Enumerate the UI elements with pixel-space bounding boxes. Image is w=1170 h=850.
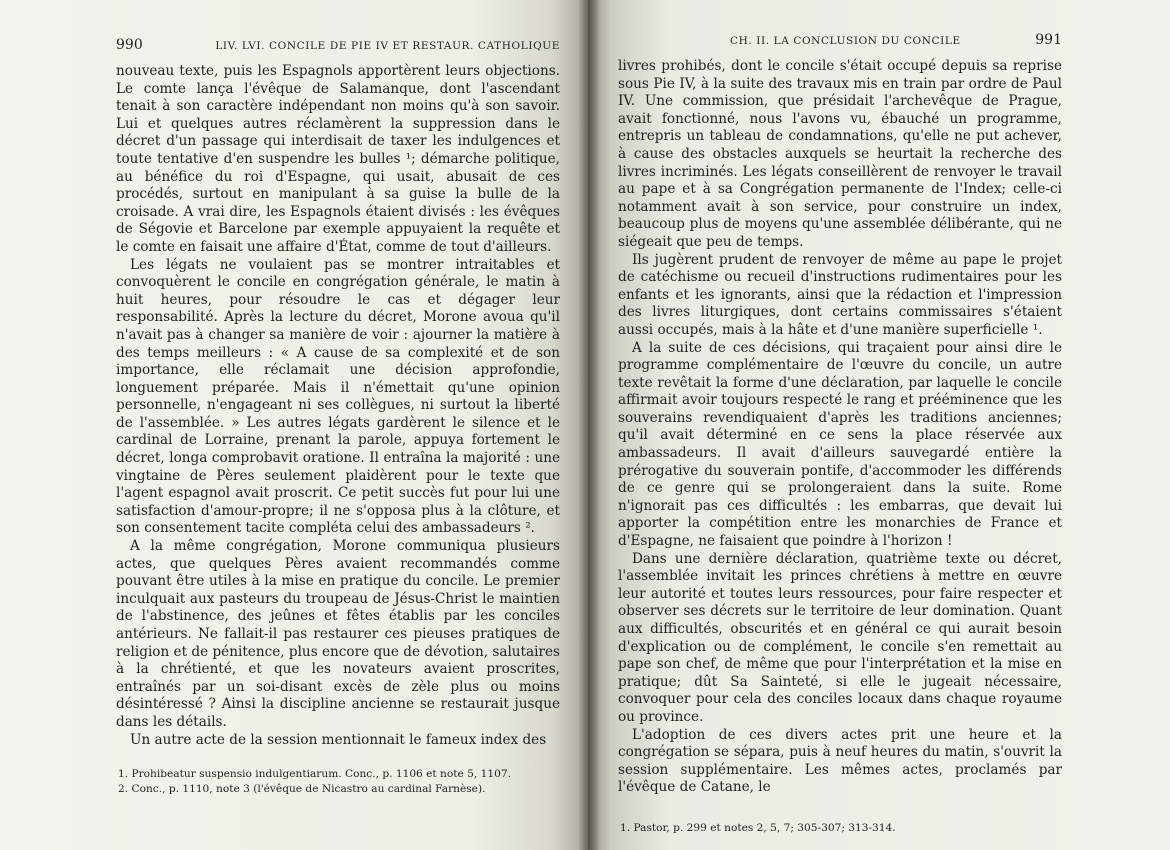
paragraph: Ils jugèrent prudent de renvoyer de même au pape le projet de catéchisme ou recueil d'instructions rudimentaires pour les enfants et les ignorants, ainsi que la rédaction et l'impression des livres liturgiques, dont certains commissaires s'étaient aussi occupés, mais à la hâte et d'une manière superficielle ¹. bbox=[618, 251, 1062, 338]
footnote: 1. Pastor, p. 299 et notes 2, 5, 7; 305-307; 313-314. bbox=[620, 821, 896, 834]
right-page-header bbox=[618, 32, 1062, 58]
paragraph: A la suite de ces décisions, qui traçaient pour ainsi dire le programme complémentaire de l'œuvre du concile, un autre texte revêtait la forme d'une déclaration, par laquelle le concile affirmait avoir toujours respecté le rang et prééminence que les souverains revendiquaient d'après les traditions anciennes; qu'il avait déterminé en ce sens la place réservée aux ambassadeurs. Il avait d'ailleurs sauvegardé entière la prérogative du souverain pontife, d'accommoder les différends de ce genre qui se prolongeraient dans la suite. Rome n'ignorait pas ces difficultés : les embarras, que devait lui apporter la compétition entre les monarchies de France et d'Espagne, ne faisaient que poindre à l'horizon ! bbox=[618, 339, 1062, 550]
right-page-footnotes bbox=[618, 821, 1062, 836]
paragraph: A la même congrégation, Morone communiqua plusieurs actes, que quelques Pères avaient recommandés comme pouvant être utiles à la mise en pratique du concile. Le premier inculquait aux pasteurs du troupeau de Jésus-Christ le maintien de l'abstinence, des jeûnes et fêtes établis par les conciles antérieurs. Ne fallait-il pas restaurer ces pieuses pratiques de religion et de pénitence, plus encore que de dévotion, salutaires à la chrétienté, et que les novateurs avaient proscrites, entraînés par un soi-disant excès de zèle plus ou moins désintéressé ? Ainsi la discipline ancienne se restaurait jusque dans les détails. bbox=[116, 538, 560, 730]
paragraph: L'adoption de ces divers actes prit une heure et la congrégation se sépara, puis à neuf heures du matin, s'ouvrit la session supplémentaire. Les mêmes actes, proclamés par l'évêque de Catane, le bbox=[618, 726, 1062, 796]
footnote: 1. Prohibeatur suspensio indulgentiarum. Conc., p. 1106 et note 5, 1107. bbox=[118, 768, 511, 781]
book-gutter bbox=[578, 0, 600, 850]
paragraph: Un autre acte de la session mentionnait le fameux index des bbox=[130, 731, 547, 748]
paragraph: Les légats ne voulaient pas se montrer intraitables et convoquèrent le concile en congrégation générale, le matin à huit heures, pour résoudre le cas et dégager leur responsabilité. Après la lecture du décret, Morone avoua qu'il n'avait pas à changer sa manière de voir : ajourner la matière à des temps meilleurs : « A cause de sa complexité et de son importance, elle réclamait une décision approfondie, longuement préparée. Mais il n'émettait qu'une opinion personnelle, n'engageant ni ses collègues, ni surtout la liberté de l'assemblée. » Les autres légats gardèrent le silence et le cardinal de Lorraine, prenant la parole, appuya fortement le décret, longa comprobavit oratione. Il entraîna la majorité : une vingtaine de Pères seulement plaidèrent pour le texte que l'agent espagnol avait proscrit. Ce petit succès fut pour lui une satisfaction d'amour-propre; il ne s'opposa plus à la clôture, et son consentement tacite compléta celui des ambassadeurs ². bbox=[116, 256, 560, 537]
left-page-footnotes bbox=[116, 767, 560, 796]
left-page-body bbox=[116, 63, 560, 749]
left-page-header bbox=[116, 37, 560, 63]
right-page-body bbox=[618, 58, 1062, 797]
paragraph: livres prohibés, dont le concile s'était occupé depuis sa reprise sous Pie IV, à la suite des travaux mis en train par ordre de Paul IV. Une commission, que présidait l'archevêque de Prague, avait fonctionné, nous l'avons vu, ébauché un programme, entrepris un tableau de condamnations, qu'elle ne put achever, à cause des obstacles auxquels se heurtait la recherche des livres incriminés. Les légats conseillèrent de renvoyer le travail au pape et à sa Congrégation permanente de l'Index; celle-ci notamment avait à son service, pour construire un index, beaucoup plus de moyens qu'une assemblée délibérante, qui ne siégeait que peu de temps. bbox=[618, 58, 1062, 250]
footnote: 2. Conc., p. 1110, note 3 (l'évêque de Nicastro au cardinal Farnèse). bbox=[118, 782, 486, 795]
page-number: 991 bbox=[1035, 32, 1062, 48]
right-page bbox=[588, 0, 1170, 850]
paragraph: nouveau texte, puis les Espagnols apportèrent leurs objections. Le comte lança l'évêque de Salamanque, dont l'ascendant tenait à son caractère indépendant non moins qu'à son savoir. Lui et quelques autres réclamèrent la suppression dans le décret d'un passage qui interdisait de taxer les indulgences et toute tentative d'en suspendre les bulles ¹; démarche politique, au bénéfice du roi d'Espagne, qui usait, abusait de ces procédés, surtout en manipulant à sa guise la bulle de la croisade. A vrai dire, les Espagnols étaient divisés : les évêques de Ségovie et Barcelone par exemple appuyaient la requête et le comte en faisait une affaire d'État, comme de tout d'ailleurs. bbox=[116, 63, 560, 255]
page-number: 990 bbox=[116, 37, 143, 53]
running-head: CH. II. LA CONCLUSION DU CONCILE bbox=[730, 35, 961, 47]
paragraph: Dans une dernière déclaration, quatrième texte ou décret, l'assemblée invitait les princes chrétiens à mettre en œuvre leur autorité et toutes leurs ressources, pour faire respecter et observer ses décrets sur le territoire de leur domination. Quant aux difficultés, obscurités et en général ce qui aurait besoin d'explication ou de complément, le concile s'en remettait au pape son chef, de même que pour l'interprétation et la mise en pratique; dût Sa Sainteté, si elle le jugeait nécessaire, convoquer pour cela des conciles locaux dans chaque royaume ou province. bbox=[618, 550, 1062, 725]
running-head: LIV. LVI. CONCILE DE PIE IV ET RESTAUR. CATHOLIQUE bbox=[215, 40, 560, 52]
